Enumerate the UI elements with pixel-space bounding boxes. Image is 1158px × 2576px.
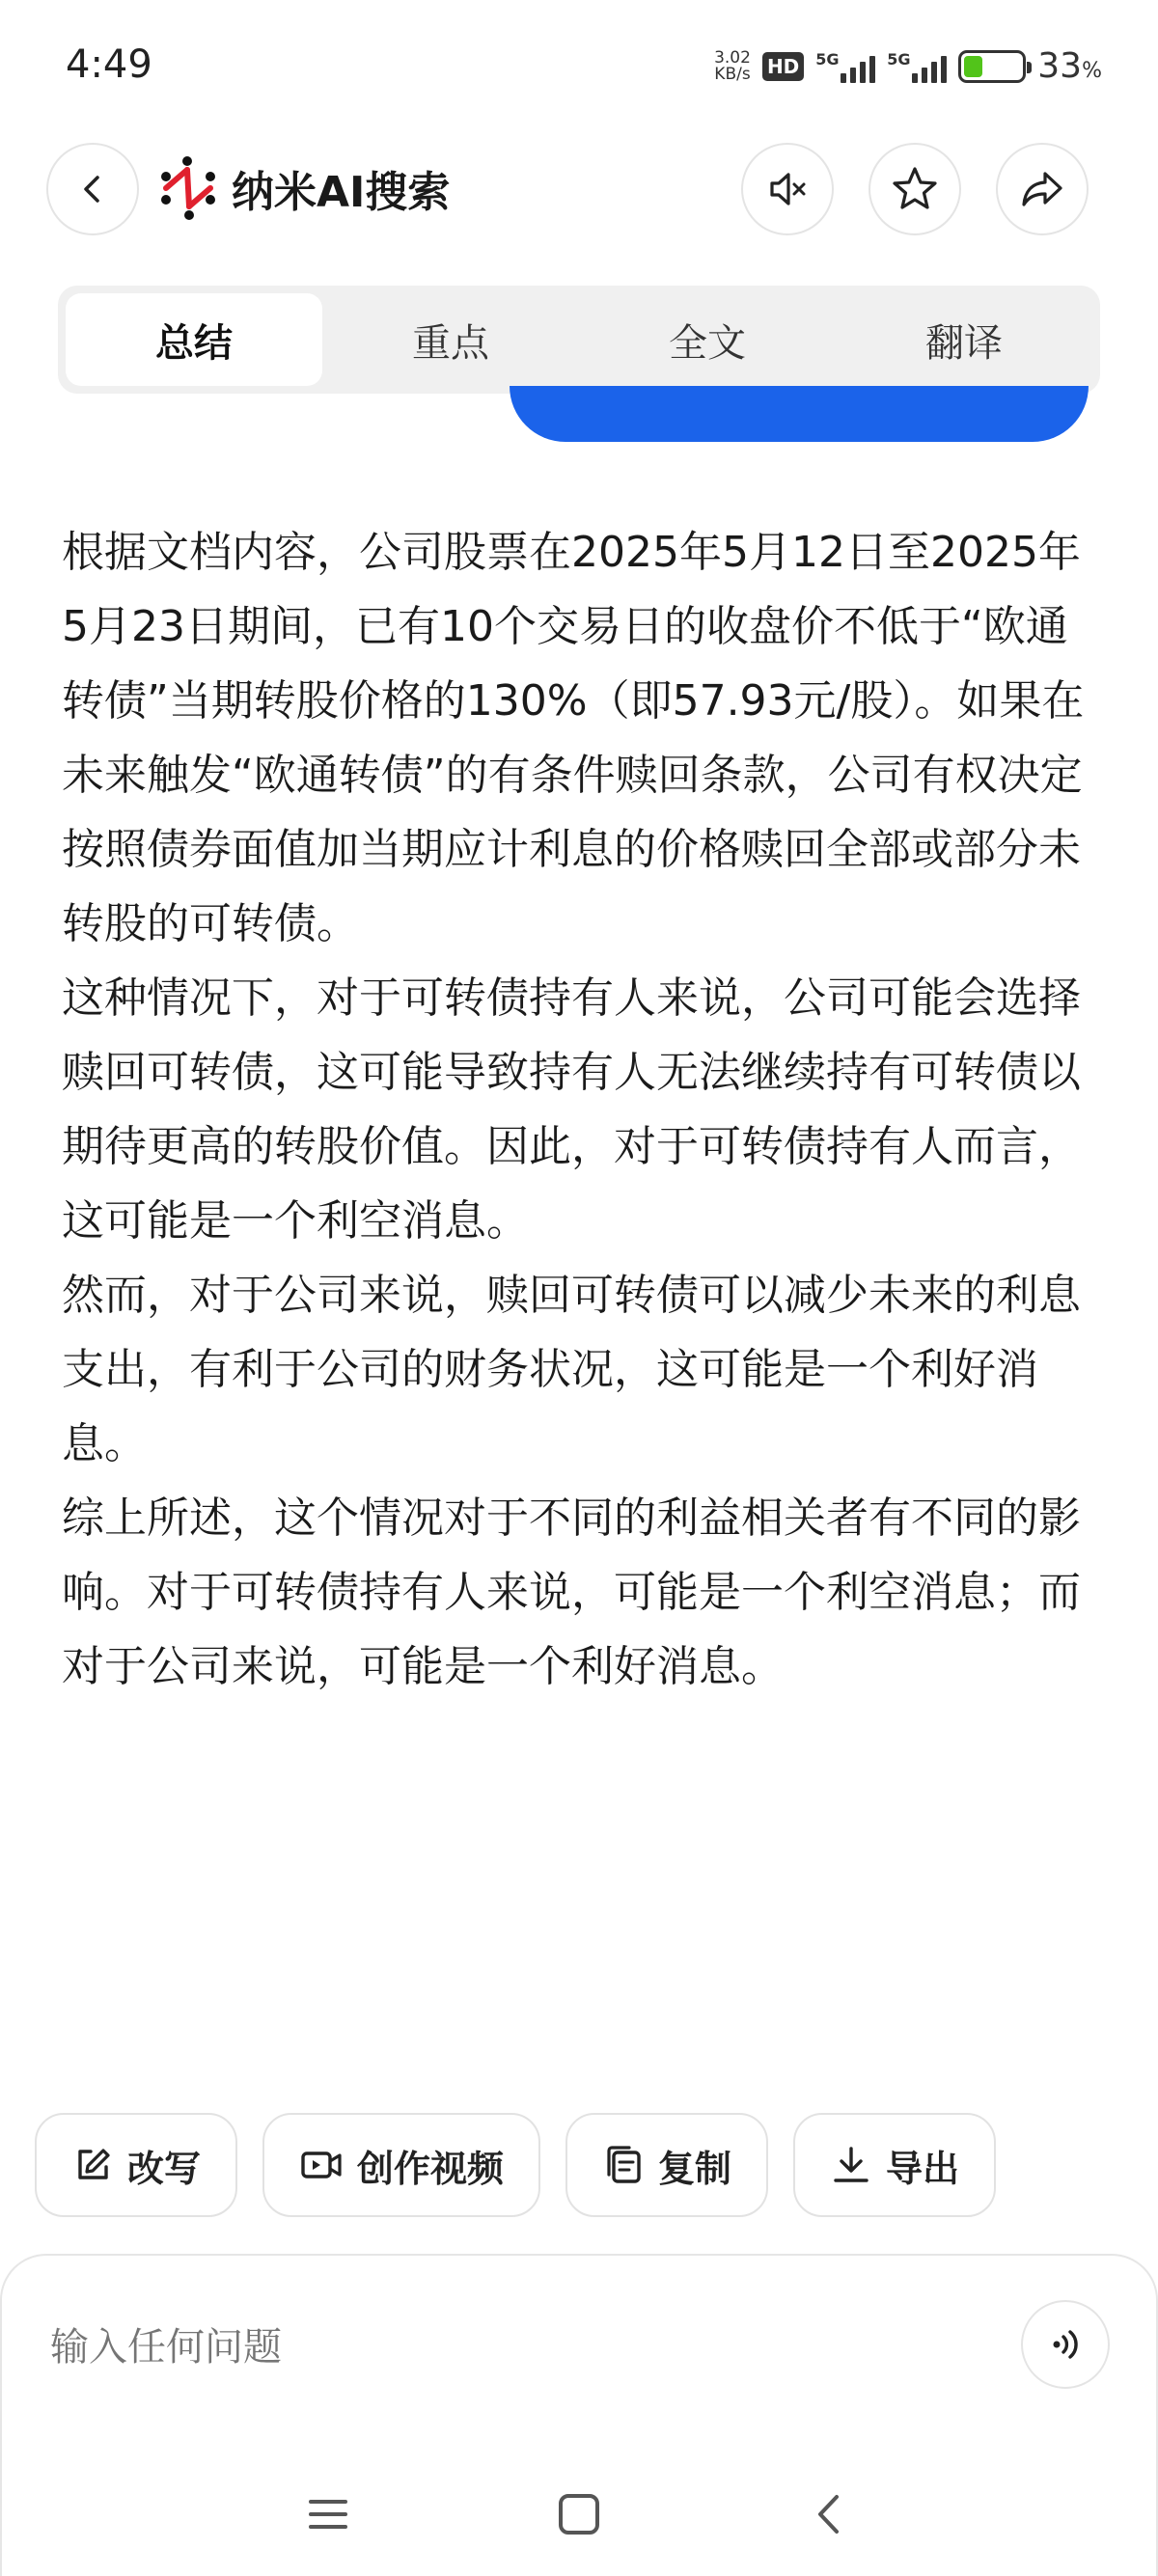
edit-icon (71, 2144, 114, 2186)
video-icon (299, 2144, 344, 2186)
summary-content (62, 515, 1096, 1704)
tab-bar (58, 286, 1100, 394)
signal-icon (815, 50, 875, 83)
system-nav-bar (0, 2470, 1158, 2547)
network-speed (714, 47, 751, 84)
download-icon (830, 2144, 872, 2186)
scrolled-primary-button[interactable] (510, 386, 1089, 442)
battery-icon (958, 50, 1026, 83)
battery-percent: 33% (1037, 46, 1102, 86)
network-speed-unit: KB/s (714, 64, 751, 84)
action-bar (35, 2113, 996, 2217)
brand-logo-icon (158, 156, 218, 220)
summary-paragraph: 这种情况下，对于可转债持有人来说，公司可能会选择赎回可转债，这可能导致持有人无法继续持有可转债以期待更高的转股价值。因此，对于可转债持有人而言，这可能是一个利空消息。 (62, 973, 1081, 1246)
favorite-button[interactable] (868, 143, 961, 235)
copy-label: 复制 (658, 2147, 732, 2190)
create-video-button[interactable] (262, 2113, 540, 2217)
status-icons (714, 46, 1102, 86)
tab-summary[interactable]: 总结 (66, 293, 322, 386)
create-video-label: 创作视频 (357, 2147, 505, 2190)
export-button[interactable] (793, 2113, 996, 2217)
home-icon (557, 2492, 601, 2536)
question-input[interactable] (50, 2325, 957, 2370)
mute-icon (764, 166, 811, 212)
status-time: 4:49 (66, 42, 152, 87)
summary-paragraph: 综上所述，这个情况对于不同的利益相关者有不同的影响。对于可转债持有人来说，可能是一个利空消息；而对于公司来说，可能是一个利好消息。 (62, 1494, 1081, 1691)
app-title: 纳米AI搜索 (232, 168, 451, 217)
rewrite-button[interactable] (35, 2113, 237, 2217)
home-nav-button[interactable] (550, 2485, 608, 2543)
summary-paragraph: 根据文档内容，公司股票在2025年5月12日至2025年5月23日期间，已有10个交易日的收盘价不低于“欧通转债”当期转股价格的130%（即57.93元/股）。如果在未来触发“欧通转债”的有条件赎回条款，公司有权决定按照债券面值加当期应计利息的价格赎回全部或部分未转股的可转债。 (62, 528, 1085, 948)
share-button[interactable] (996, 143, 1089, 235)
export-label: 导出 (886, 2147, 960, 2190)
signal-label: 5G (815, 49, 840, 69)
back-nav-button[interactable] (801, 2485, 859, 2543)
copy-button[interactable] (565, 2113, 768, 2217)
status-bar (0, 0, 1158, 135)
signal-icon (887, 50, 947, 83)
voice-button[interactable] (1021, 2300, 1110, 2389)
menu-nav-button[interactable] (299, 2485, 357, 2543)
tab-key-points[interactable]: 重点 (412, 320, 489, 366)
tab-translate[interactable]: 翻译 (925, 320, 1003, 366)
app-header (0, 135, 1158, 251)
copy-icon (602, 2144, 645, 2186)
back-nav-icon (808, 2492, 852, 2536)
brand (158, 156, 450, 220)
voice-icon (1044, 2323, 1087, 2366)
network-speed-value: 3.02 (714, 47, 751, 68)
summary-paragraph: 然而，对于公司来说，赎回可转债可以减少未来的利息支出，有利于公司的财务状况，这可能是一个利好消息。 (62, 1271, 1081, 1468)
rewrite-label: 改写 (127, 2147, 202, 2190)
back-button[interactable] (46, 143, 139, 235)
share-icon (1018, 165, 1066, 213)
hd-badge: HD (762, 52, 804, 81)
tab-full-text[interactable]: 全文 (669, 320, 746, 366)
signal-label: 5G (887, 49, 911, 69)
menu-icon (306, 2492, 350, 2536)
star-icon (890, 164, 940, 214)
mute-button[interactable] (741, 143, 834, 235)
back-icon (73, 170, 112, 208)
